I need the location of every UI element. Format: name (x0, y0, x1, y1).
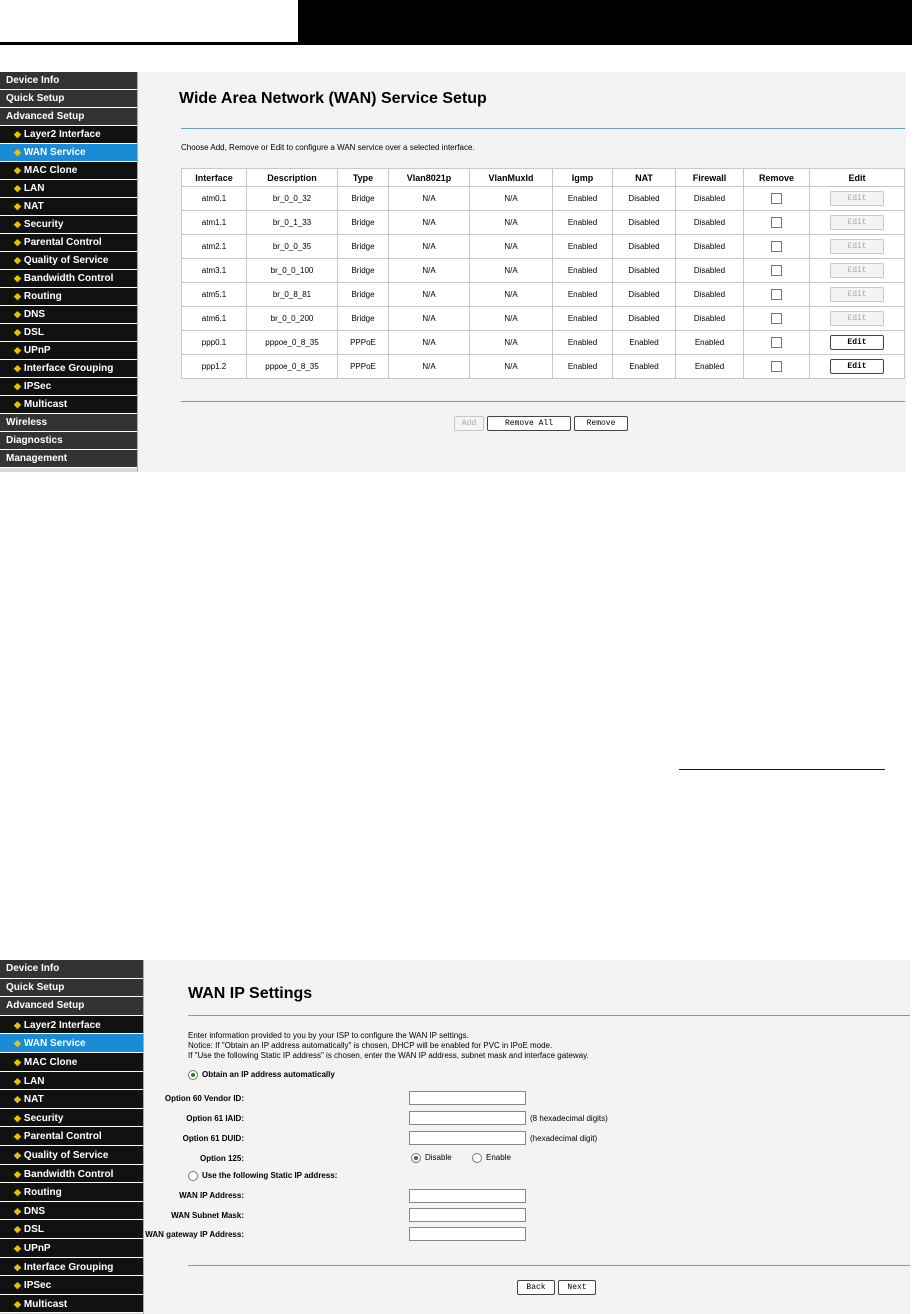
col-header-edit: Edit (810, 169, 905, 187)
cell-firewall: Disabled (676, 187, 744, 211)
col-header-description: Description (247, 169, 338, 187)
sidebar-item-quality-of-service[interactable] (0, 252, 137, 270)
sidebar-item-routing[interactable] (0, 1183, 143, 1202)
col-header-nat: NAT (613, 169, 676, 187)
option125-disable-option[interactable] (411, 1153, 452, 1163)
cell-interface: atm6.1 (182, 307, 247, 331)
cell-description: br_0_8_81 (247, 283, 338, 307)
option61-iaid-label: Option 61 IAID: (186, 1114, 244, 1123)
cell-type: Bridge (338, 235, 389, 259)
sidebar-item-bandwidth-control[interactable] (0, 1165, 143, 1184)
sidebar-item-dsl[interactable] (0, 1220, 143, 1239)
sidebar-item-lan[interactable] (0, 1072, 143, 1091)
sidebar-item-management[interactable] (0, 450, 137, 468)
option60-label: Option 60 Vendor ID: (164, 1094, 244, 1103)
bullet-icon: ◆ (14, 1131, 21, 1142)
cell-edit (810, 307, 905, 331)
cell-nat: Disabled (613, 187, 676, 211)
title-divider (188, 1015, 910, 1016)
sidebar-item-diagnostics[interactable] (0, 432, 137, 450)
sidebar-item-label: Bandwidth Control (23, 1168, 114, 1180)
option125-enable-label: Enable (486, 1153, 511, 1163)
cell-firewall: Disabled (676, 307, 744, 331)
sidebar-item-label: Quality of Service (23, 1149, 109, 1161)
use-static-option[interactable] (188, 1171, 337, 1181)
sidebar-item-label: Quality of Service (23, 255, 109, 266)
bullet-icon: ◆ (14, 1112, 21, 1123)
remove-checkbox[interactable] (771, 361, 782, 372)
sidebar-item-quality-of-service[interactable] (0, 1146, 143, 1165)
sidebar-item-lan[interactable] (0, 180, 137, 198)
cell-firewall: Disabled (676, 283, 744, 307)
cell-igmp: Enabled (553, 355, 613, 379)
bullet-icon: ◆ (14, 1261, 21, 1272)
col-header-interface: Interface (182, 169, 247, 187)
remove-checkbox[interactable] (771, 313, 782, 324)
sidebar-item-label: Device Info (6, 75, 60, 86)
sidebar-item-label: DNS (23, 1205, 46, 1217)
cell-remove (744, 331, 810, 355)
sidebar-item-label: Device Info (6, 963, 60, 974)
sidebar-item-upnp[interactable] (0, 1239, 143, 1258)
option125-enable-radio[interactable] (472, 1153, 482, 1163)
cell-vlan8021p: N/A (389, 307, 470, 331)
bullet-icon: ◆ (14, 1187, 21, 1198)
description-line-1: Enter information provided to you by your ISP to configure the WAN IP settings. (188, 1031, 469, 1040)
cell-igmp: Enabled (553, 331, 613, 355)
col-header-igmp: Igmp (553, 169, 613, 187)
wan-ip-label: WAN IP Address: (179, 1191, 244, 1200)
wan-gateway-ip-input[interactable] (409, 1227, 526, 1241)
cell-remove (744, 307, 810, 331)
bullet-icon: ◆ (14, 1298, 21, 1309)
sidebar-item-ipsec[interactable] (0, 1276, 143, 1295)
cell-firewall: Enabled (676, 331, 744, 355)
sidebar-item-label: NAT (23, 201, 44, 212)
sidebar-item-label: WAN Service (23, 147, 86, 158)
obtain-auto-radio[interactable] (188, 1070, 198, 1080)
wan-gateway-label: WAN gateway IP Address: (145, 1230, 244, 1239)
cell-firewall: Disabled (676, 259, 744, 283)
bullet-icon: ◆ (14, 1280, 21, 1291)
sidebar-item-wan-service[interactable] (0, 1034, 143, 1053)
sidebar-item-label: Interface Grouping (23, 363, 114, 374)
cell-interface: ppp1.2 (182, 355, 247, 379)
bullet-icon: ◆ (14, 309, 21, 319)
sidebar-menu (0, 72, 138, 472)
sidebar-item-label: Bandwidth Control (23, 273, 114, 284)
cell-nat: Enabled (613, 355, 676, 379)
edit-button[interactable]: Edit (830, 287, 884, 302)
cell-description: pppoe_0_8_35 (247, 331, 338, 355)
sidebar-item-label: UPnP (23, 1242, 51, 1254)
cell-type: Bridge (338, 211, 389, 235)
sidebar-item-label: Parental Control (23, 1131, 102, 1143)
wan-ip-address-input[interactable] (409, 1189, 526, 1203)
use-static-label: Use the following Static IP address: (202, 1171, 338, 1181)
wan-subnet-mask-label: WAN Subnet Mask: (171, 1211, 244, 1220)
sidebar-item-device-info[interactable] (0, 960, 143, 979)
sidebar-item-wan-service[interactable] (0, 144, 137, 162)
wan-service-screenshot (0, 72, 906, 472)
bullet-icon: ◆ (14, 399, 21, 409)
table-row (182, 307, 905, 331)
bullet-icon: ◆ (14, 1149, 21, 1160)
table-row (182, 331, 905, 355)
bullet-icon: ◆ (14, 129, 21, 139)
document-header-rule (0, 42, 912, 45)
page-description: Choose Add, Remove or Edit to configure a WAN service over a selected interface. (181, 143, 475, 152)
remove-all-button[interactable]: Remove All (487, 416, 571, 431)
cell-nat: Enabled (613, 331, 676, 355)
cell-firewall: Disabled (676, 235, 744, 259)
next-button[interactable]: Next (558, 1280, 596, 1295)
cell-vlanmuxid: N/A (470, 283, 553, 307)
wan-service-table (181, 168, 905, 379)
sidebar-item-security[interactable] (0, 216, 137, 234)
remove-button[interactable]: Remove (574, 416, 628, 431)
table-row (182, 259, 905, 283)
bullet-icon: ◆ (14, 345, 21, 355)
cell-nat: Disabled (613, 259, 676, 283)
cell-igmp: Enabled (553, 307, 613, 331)
cell-interface: atm2.1 (182, 235, 247, 259)
sidebar-item-label: Multicast (23, 1298, 68, 1310)
sidebar-item-security[interactable] (0, 1109, 143, 1128)
sidebar-item-multicast[interactable] (0, 1295, 143, 1314)
cell-type: Bridge (338, 283, 389, 307)
bullet-icon: ◆ (14, 273, 21, 283)
bullet-icon: ◆ (14, 1075, 21, 1086)
obtain-auto-label: Obtain an IP address automatically (202, 1070, 335, 1080)
back-button[interactable]: Back (517, 1280, 555, 1295)
edit-button[interactable]: Edit (830, 215, 884, 230)
sidebar-item-label: LAN (23, 183, 45, 194)
remove-checkbox[interactable] (771, 337, 782, 348)
edit-button[interactable]: Edit (830, 263, 884, 278)
table-row (182, 211, 905, 235)
table-header-row (182, 169, 905, 187)
cell-type: Bridge (338, 187, 389, 211)
cell-remove (744, 235, 810, 259)
cell-igmp: Enabled (553, 211, 613, 235)
table-bottom-divider (181, 401, 905, 402)
cell-interface: atm1.1 (182, 211, 247, 235)
sidebar-item-label: Layer2 Interface (23, 1019, 101, 1031)
sidebar-item-label: Layer2 Interface (23, 129, 101, 140)
cell-nat: Disabled (613, 307, 676, 331)
sidebar-item-parental-control[interactable] (0, 234, 137, 252)
option60-vendor-id-input[interactable] (409, 1091, 526, 1105)
cell-nat: Disabled (613, 283, 676, 307)
cell-vlan8021p: N/A (389, 187, 470, 211)
option125-enable-option[interactable] (472, 1153, 511, 1163)
bullet-icon: ◆ (14, 1056, 21, 1067)
sidebar-item-dns[interactable] (0, 306, 137, 324)
cell-description: br_0_0_32 (247, 187, 338, 211)
cell-vlanmuxid: N/A (470, 187, 553, 211)
cell-vlan8021p: N/A (389, 355, 470, 379)
sidebar-item-quick-setup[interactable] (0, 979, 143, 998)
cell-vlanmuxid: N/A (470, 355, 553, 379)
cell-description: br_0_0_100 (247, 259, 338, 283)
cell-vlanmuxid: N/A (470, 259, 553, 283)
cell-interface: atm0.1 (182, 187, 247, 211)
sidebar-item-interface-grouping[interactable] (0, 360, 137, 378)
sidebar-item-label: WAN Service (23, 1038, 86, 1050)
bullet-icon: ◆ (14, 1038, 21, 1049)
edit-button[interactable]: Edit (830, 191, 884, 206)
sidebar-item-nat[interactable] (0, 1090, 143, 1109)
option125-label: Option 125: (199, 1154, 244, 1163)
edit-button[interactable]: Edit (830, 359, 884, 374)
use-static-radio[interactable] (188, 1171, 198, 1181)
cell-type: Bridge (338, 307, 389, 331)
col-header-type: Type (338, 169, 389, 187)
cell-vlanmuxid: N/A (470, 331, 553, 355)
cell-nat: Disabled (613, 211, 676, 235)
bullet-icon: ◆ (14, 1019, 21, 1030)
document-link-underline (679, 769, 885, 770)
sidebar-item-routing[interactable] (0, 288, 137, 306)
sidebar-item-label: Parental Control (23, 237, 102, 248)
wan-ip-settings-screenshot (0, 960, 910, 1314)
cell-edit (810, 235, 905, 259)
cell-firewall: Enabled (676, 355, 744, 379)
obtain-auto-option[interactable] (188, 1070, 335, 1080)
cell-vlan8021p: N/A (389, 283, 470, 307)
document-header-bar (298, 0, 912, 42)
col-header-vlanmuxid: VlanMuxId (470, 169, 553, 187)
option61-duid-label: Option 61 DUID: (182, 1134, 244, 1143)
sidebar-item-label: Diagnostics (6, 435, 63, 446)
table-row (182, 235, 905, 259)
cell-remove (744, 211, 810, 235)
bullet-icon: ◆ (14, 237, 21, 247)
edit-button[interactable]: Edit (830, 335, 884, 350)
action-buttons (454, 416, 631, 434)
cell-igmp: Enabled (553, 259, 613, 283)
cell-type: PPPoE (338, 331, 389, 355)
cell-igmp: Enabled (553, 187, 613, 211)
cell-interface: atm5.1 (182, 283, 247, 307)
col-header-vlan8021p: Vlan8021p (389, 169, 470, 187)
cell-igmp: Enabled (553, 235, 613, 259)
bullet-icon: ◆ (14, 1094, 21, 1105)
cell-description: br_0_0_200 (247, 307, 338, 331)
sidebar-item-label: NAT (23, 1094, 44, 1106)
bullet-icon: ◆ (14, 327, 21, 337)
cell-vlan8021p: N/A (389, 211, 470, 235)
cell-vlan8021p: N/A (389, 331, 470, 355)
col-header-remove: Remove (744, 169, 810, 187)
sidebar-item-advanced-setup[interactable] (0, 997, 143, 1016)
sidebar-item-label: DSL (23, 327, 44, 338)
sidebar-item-interface-grouping[interactable] (0, 1258, 143, 1277)
sidebar-item-label: DNS (23, 309, 46, 320)
edit-button[interactable]: Edit (830, 239, 884, 254)
bullet-icon: ◆ (14, 1242, 21, 1253)
remove-checkbox[interactable] (771, 217, 782, 228)
cell-edit (810, 331, 905, 355)
cell-description: br_0_1_33 (247, 211, 338, 235)
sidebar-item-layer2-interface[interactable] (0, 1016, 143, 1035)
bullet-icon: ◆ (14, 1224, 21, 1235)
sidebar-item-layer2-interface[interactable] (0, 126, 137, 144)
sidebar-item-label: MAC Clone (23, 1056, 78, 1068)
sidebar-item-label: Quick Setup (6, 981, 65, 993)
sidebar-item-upnp[interactable] (0, 342, 137, 360)
bullet-icon: ◆ (14, 165, 21, 175)
bullet-icon: ◆ (14, 255, 21, 265)
table-row (182, 283, 905, 307)
description-line-3: If "Use the following Static IP address" is chosen, enter the WAN IP address, subnet mask and interface gateway. (188, 1051, 589, 1060)
sidebar-item-dns[interactable] (0, 1202, 143, 1221)
cell-firewall: Disabled (676, 211, 744, 235)
description-line-2: Notice: If "Obtain an IP address automatically" is chosen, DHCP will be enabled for PVC in IPoE mode. (188, 1041, 553, 1050)
col-header-firewall: Firewall (676, 169, 744, 187)
bullet-icon: ◆ (14, 381, 21, 391)
wan-subnet-mask-input[interactable] (409, 1208, 526, 1222)
sidebar-item-quick-setup[interactable] (0, 90, 137, 108)
sidebar-item-label: DSL (23, 1224, 44, 1236)
sidebar-item-label: Multicast (23, 399, 68, 410)
bullet-icon: ◆ (14, 1205, 21, 1216)
table-row (182, 187, 905, 211)
bullet-icon: ◆ (14, 201, 21, 211)
sidebar-item-mac-clone[interactable] (0, 1053, 143, 1072)
cell-vlan8021p: N/A (389, 235, 470, 259)
navigation-buttons (517, 1280, 599, 1298)
sidebar-item-label: LAN (23, 1075, 45, 1087)
cell-type: PPPoE (338, 355, 389, 379)
sidebar-item-label: Routing (23, 291, 62, 302)
cell-edit (810, 187, 905, 211)
sidebar-item-parental-control[interactable] (0, 1127, 143, 1146)
cell-remove (744, 259, 810, 283)
cell-vlanmuxid: N/A (470, 211, 553, 235)
sidebar-item-label: Security (23, 219, 64, 230)
sidebar-item-advanced-setup[interactable] (0, 108, 137, 126)
cell-remove (744, 187, 810, 211)
sidebar-item-nat[interactable] (0, 198, 137, 216)
sidebar-item-mac-clone[interactable] (0, 162, 137, 180)
form-bottom-divider (188, 1265, 910, 1266)
cell-edit (810, 283, 905, 307)
cell-igmp: Enabled (553, 283, 613, 307)
table-body (182, 187, 905, 379)
cell-description: br_0_0_35 (247, 235, 338, 259)
page-title: Wide Area Network (WAN) Service Setup (179, 90, 487, 107)
cell-edit (810, 211, 905, 235)
remove-checkbox[interactable] (771, 193, 782, 204)
sidebar-item-wireless[interactable] (0, 414, 137, 432)
cell-edit (810, 259, 905, 283)
sidebar-item-multicast[interactable] (0, 396, 137, 414)
option125-disable-radio[interactable] (411, 1153, 421, 1163)
table-row (182, 355, 905, 379)
sidebar-item-device-info[interactable] (0, 72, 137, 90)
option61-iaid-hint: (8 hexadecimal digits) (530, 1114, 608, 1123)
sidebar-item-label: IPSec (23, 381, 52, 392)
cell-remove (744, 283, 810, 307)
sidebar-item-bandwidth-control[interactable] (0, 270, 137, 288)
cell-vlan8021p: N/A (389, 259, 470, 283)
option61-duid-hint: (hexadecimal digit) (530, 1134, 598, 1143)
sidebar-item-dsl[interactable] (0, 324, 137, 342)
bullet-icon: ◆ (14, 363, 21, 373)
sidebar-item-label: Routing (23, 1187, 62, 1199)
bullet-icon: ◆ (14, 1168, 21, 1179)
bullet-icon: ◆ (14, 219, 21, 229)
remove-checkbox[interactable] (771, 289, 782, 300)
cell-description: pppoe_0_8_35 (247, 355, 338, 379)
option61-duid-input[interactable] (409, 1131, 526, 1145)
sidebar-item-label: Security (23, 1112, 64, 1124)
cell-vlanmuxid: N/A (470, 307, 553, 331)
sidebar-item-label: Wireless (6, 417, 48, 428)
sidebar-item-label: UPnP (23, 345, 51, 356)
sidebar-menu (0, 960, 144, 1314)
sidebar-item-label: Advanced Setup (6, 1000, 85, 1012)
remove-checkbox[interactable] (771, 265, 782, 276)
sidebar-item-label: Quick Setup (6, 93, 65, 104)
sidebar-item-label: Interface Grouping (23, 1261, 114, 1273)
edit-button[interactable]: Edit (830, 311, 884, 326)
cell-type: Bridge (338, 259, 389, 283)
sidebar-item-label: IPSec (23, 1280, 52, 1292)
sidebar-item-label: MAC Clone (23, 165, 78, 176)
page-title: WAN IP Settings (188, 985, 313, 1002)
cell-interface: ppp0.1 (182, 331, 247, 355)
bullet-icon: ◆ (14, 183, 21, 193)
cell-edit (810, 355, 905, 379)
option61-iaid-input[interactable] (409, 1111, 526, 1125)
option125-disable-label: Disable (425, 1153, 452, 1163)
sidebar-item-label: Advanced Setup (6, 111, 85, 122)
add-button[interactable]: Add (454, 416, 484, 431)
bullet-icon: ◆ (14, 147, 21, 157)
cell-nat: Disabled (613, 235, 676, 259)
bullet-icon: ◆ (14, 291, 21, 301)
title-divider (181, 128, 905, 129)
cell-vlanmuxid: N/A (470, 235, 553, 259)
cell-remove (744, 355, 810, 379)
remove-checkbox[interactable] (771, 241, 782, 252)
cell-interface: atm3.1 (182, 259, 247, 283)
sidebar-item-ipsec[interactable] (0, 378, 137, 396)
sidebar-item-label: Management (6, 453, 68, 464)
